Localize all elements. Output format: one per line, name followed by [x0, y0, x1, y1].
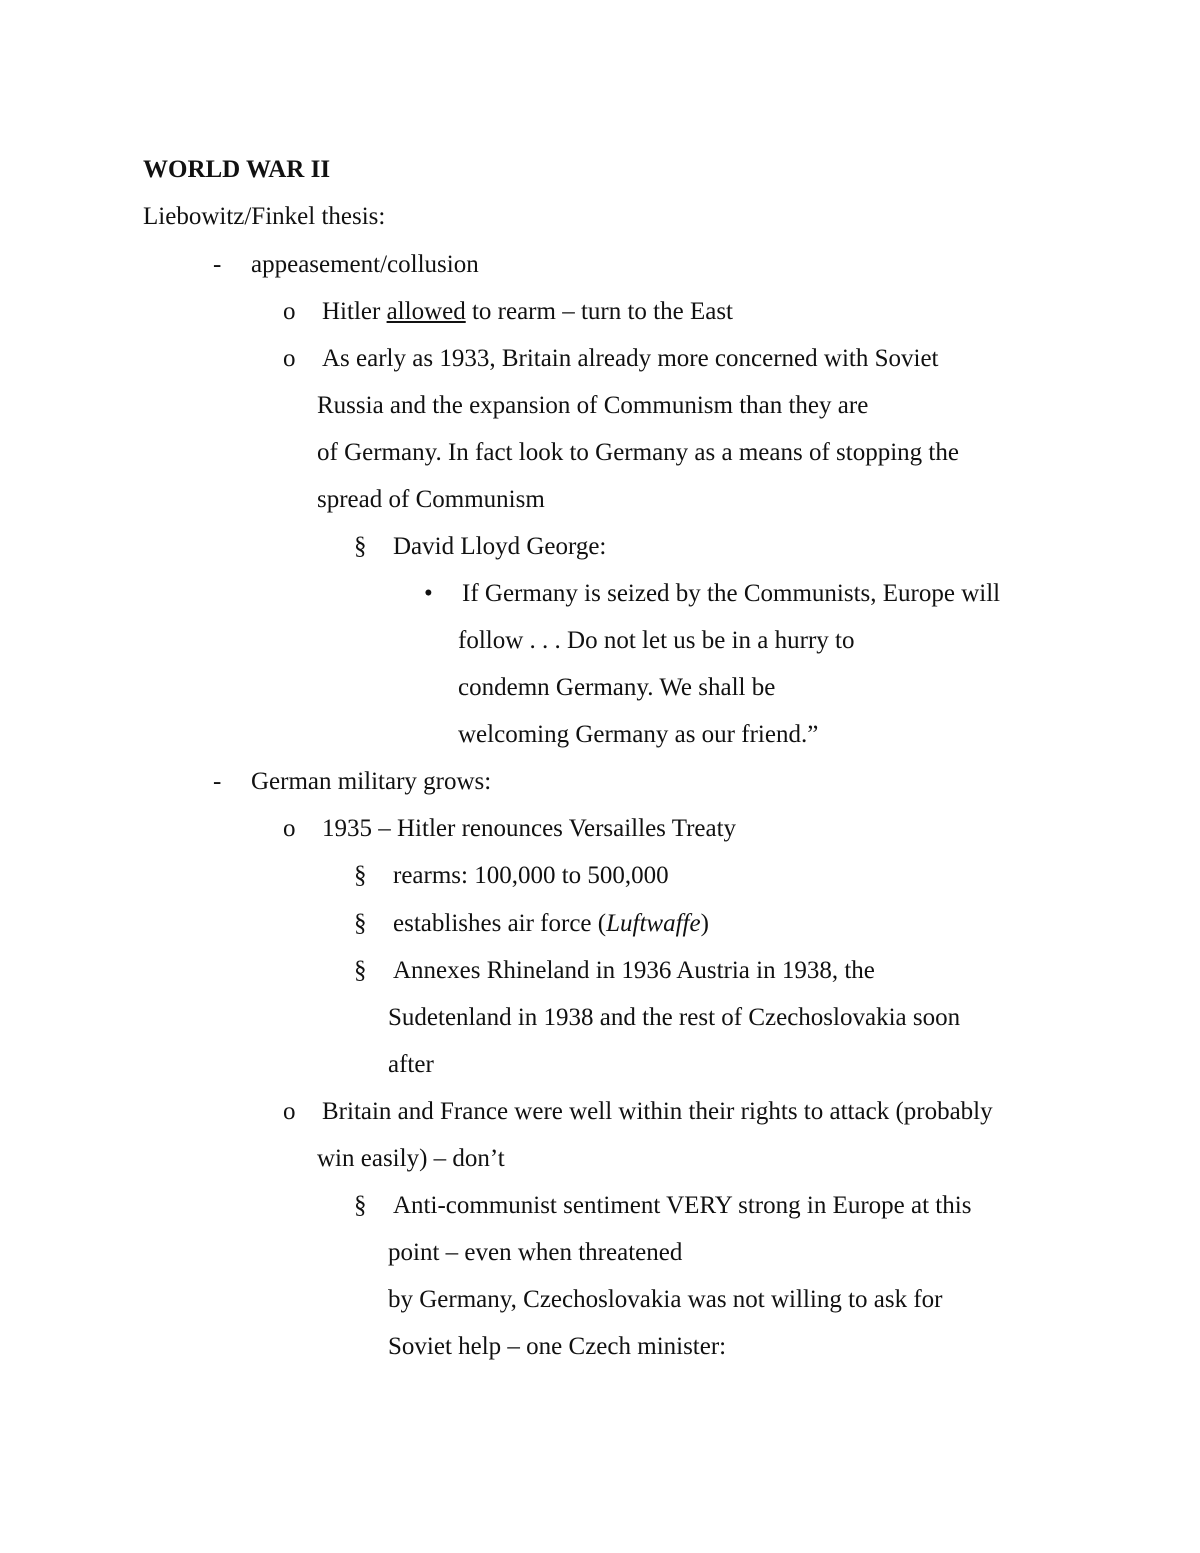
list-item-text: establishes air force ( — [393, 910, 607, 937]
list-item: As early as 1933, Britain already more concerned with Soviet — [322, 345, 939, 372]
list-item: Anti-communist sentiment VERY strong in Europe at this — [393, 1192, 972, 1219]
list-item-continuation: point – even when threatened — [388, 1239, 683, 1266]
underlined-word: allowed — [386, 298, 466, 325]
list-item-continuation: after — [388, 1051, 434, 1078]
section-marker: § — [354, 957, 367, 984]
list-item: appeasement/collusion — [251, 251, 479, 278]
list-item — [322, 297, 733, 327]
italic-term: Luftwaffe — [606, 910, 701, 937]
list-item-text: ) — [700, 910, 709, 937]
list-item: 1935 – Hitler renounces Versailles Treaty — [322, 815, 737, 842]
list-item: Britain and France were well within their rights to attack (probably — [322, 1098, 993, 1125]
thesis-heading: Liebowitz/Finkel thesis: — [143, 203, 386, 230]
list-item-continuation: by Germany, Czechoslovakia was not willing to ask for — [388, 1286, 943, 1313]
list-item — [393, 909, 709, 939]
dash-marker: - — [213, 768, 222, 795]
section-marker: § — [354, 533, 367, 560]
list-item-continuation: spread of Communism — [317, 486, 545, 513]
bullet-marker: • — [424, 580, 433, 607]
list-item-continuation: of Germany. In fact look to Germany as a means of stopping the — [317, 439, 959, 466]
quote-text: condemn Germany. We shall be — [458, 674, 776, 701]
list-item-continuation: Russia and the expansion of Communism than they are — [317, 392, 869, 419]
list-item-text: to rearm – turn to the East — [465, 298, 734, 325]
list-item: Annexes Rhineland in 1936 Austria in 1938, the — [393, 957, 875, 984]
quote-text: If Germany is seized by the Communists, Europe will — [462, 580, 1001, 607]
quote-text: welcoming Germany as our friend.” — [458, 721, 819, 748]
list-item: rearms: 100,000 to 500,000 — [393, 862, 669, 889]
list-item-continuation: win easily) – don’t — [317, 1145, 505, 1172]
quote-text: follow . . . Do not let us be in a hurry to — [458, 627, 855, 654]
list-item: David Lloyd George: — [393, 533, 607, 560]
dash-marker: - — [213, 251, 222, 278]
page-title: WORLD WAR II — [143, 156, 331, 183]
circle-marker: o — [283, 815, 296, 842]
circle-marker: o — [283, 1098, 296, 1125]
list-item: German military grows: — [251, 768, 492, 795]
section-marker: § — [354, 910, 367, 937]
section-marker: § — [354, 1192, 367, 1219]
section-marker: § — [354, 862, 367, 889]
circle-marker: o — [283, 298, 296, 325]
list-item-text: Hitler — [322, 298, 387, 325]
list-item-continuation: Sudetenland in 1938 and the rest of Czechoslovakia soon — [388, 1004, 961, 1031]
circle-marker: o — [283, 345, 296, 372]
list-item-continuation: Soviet help – one Czech minister: — [388, 1333, 727, 1360]
